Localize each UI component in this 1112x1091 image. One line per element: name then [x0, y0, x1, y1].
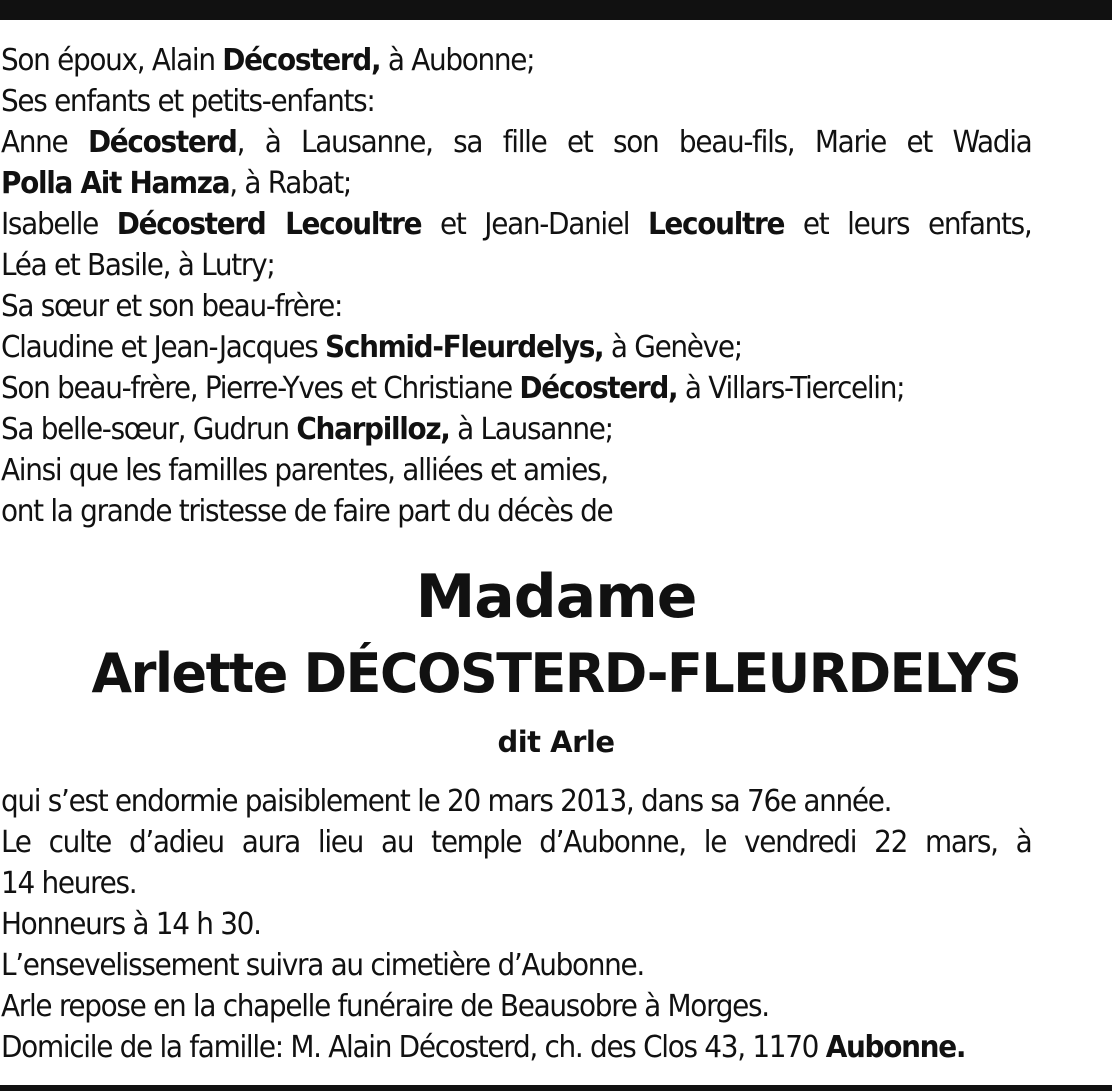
details-line	[1, 822, 1031, 863]
text-segment: à Lausanne;	[449, 412, 613, 447]
text-segment: Ses enfants et petits-enfants:	[1, 84, 375, 119]
text-segment: Son beau-frère, Pierre-Yves et Christiane	[1, 371, 520, 406]
text-segment: 14 heures.	[1, 866, 137, 901]
funeral-details	[1, 781, 1031, 1068]
surname-text: Lecoultre	[647, 207, 785, 242]
details-line	[1, 904, 1031, 945]
text-segment: qui s’est endormie paisiblement le 20 mars 2013, dans sa 76e année.	[1, 784, 892, 819]
deceased-nickname: dit Arle	[497, 725, 615, 759]
announcement-line	[1, 245, 1031, 286]
text-segment: Léa et Basile, à Lutry;	[1, 248, 275, 283]
details-line	[1, 781, 1031, 822]
deceased-title: Madame	[415, 562, 697, 632]
text-segment: Sa sœur et son beau-frère:	[1, 289, 343, 324]
announcement-line	[1, 368, 1031, 409]
text-segment: à Aubonne;	[380, 43, 535, 78]
text-segment: à Genève;	[603, 330, 742, 365]
surname-text: Aubonne.	[825, 1030, 966, 1065]
text-segment: ont la grande tristesse de faire part du décès de	[1, 494, 613, 529]
surname-text: Décosterd,	[519, 371, 678, 406]
text-segment: à Villars-Tiercelin;	[677, 371, 905, 406]
announcement-line	[1, 122, 1031, 163]
announcement-line	[1, 409, 1031, 450]
announcement-line	[1, 327, 1031, 368]
family-announcement	[1, 40, 1031, 532]
announcement-line	[1, 81, 1031, 122]
text-segment: Anne	[1, 125, 88, 160]
deceased-name: Arlette DÉCOSTERD-FLEURDELYS	[91, 642, 1021, 705]
announcement-line	[1, 204, 1031, 245]
text-segment: Le culte d’adieu aura lieu au temple d’Aubonne, le vendredi 22 mars, à	[1, 825, 1032, 860]
details-line	[1, 863, 1031, 904]
details-line	[1, 1027, 1031, 1068]
text-segment: et leurs enfants,	[784, 207, 1032, 242]
text-segment: et Jean-Daniel	[421, 207, 648, 242]
announcement-line	[1, 450, 1031, 491]
surname-text: Décosterd,	[222, 43, 381, 78]
details-line	[1, 986, 1031, 1027]
text-segment: Domicile de la famille: M. Alain Décosterd, ch. des Clos 43, 1170	[1, 1030, 826, 1065]
text-segment: Isabelle	[1, 207, 117, 242]
bottom-rule	[0, 1085, 1112, 1091]
announcement-line	[1, 491, 1031, 532]
text-segment: , à Lausanne, sa fille et son beau-fils, Marie et Wadia	[236, 125, 1032, 160]
surname-text: Schmid-Fleurdelys,	[325, 330, 604, 365]
text-segment: Claudine et Jean-Jacques	[1, 330, 326, 365]
announcement-line	[1, 163, 1031, 204]
surname-text: Décosterd Lecoultre	[116, 207, 422, 242]
surname-text: Polla Ait Hamza	[1, 166, 230, 201]
top-rule	[0, 0, 1112, 20]
text-segment: Sa belle-sœur, Gudrun	[1, 412, 297, 447]
text-segment: Arle repose en la chapelle funéraire de Beausobre à Morges.	[1, 989, 769, 1024]
text-segment: L’ensevelissement suivra au cimetière d’Aubonne.	[1, 948, 644, 983]
surname-text: Décosterd	[87, 125, 237, 160]
announcement-line	[1, 40, 1031, 81]
details-line	[1, 945, 1031, 986]
text-segment: Ainsi que les familles parentes, alliées et amies,	[1, 453, 608, 488]
text-segment: Son époux, Alain	[1, 43, 223, 78]
surname-text: Charpilloz,	[296, 412, 450, 447]
announcement-line	[1, 286, 1031, 327]
text-segment: Honneurs à 14 h 30.	[1, 907, 261, 942]
text-segment: , à Rabat;	[229, 166, 351, 201]
